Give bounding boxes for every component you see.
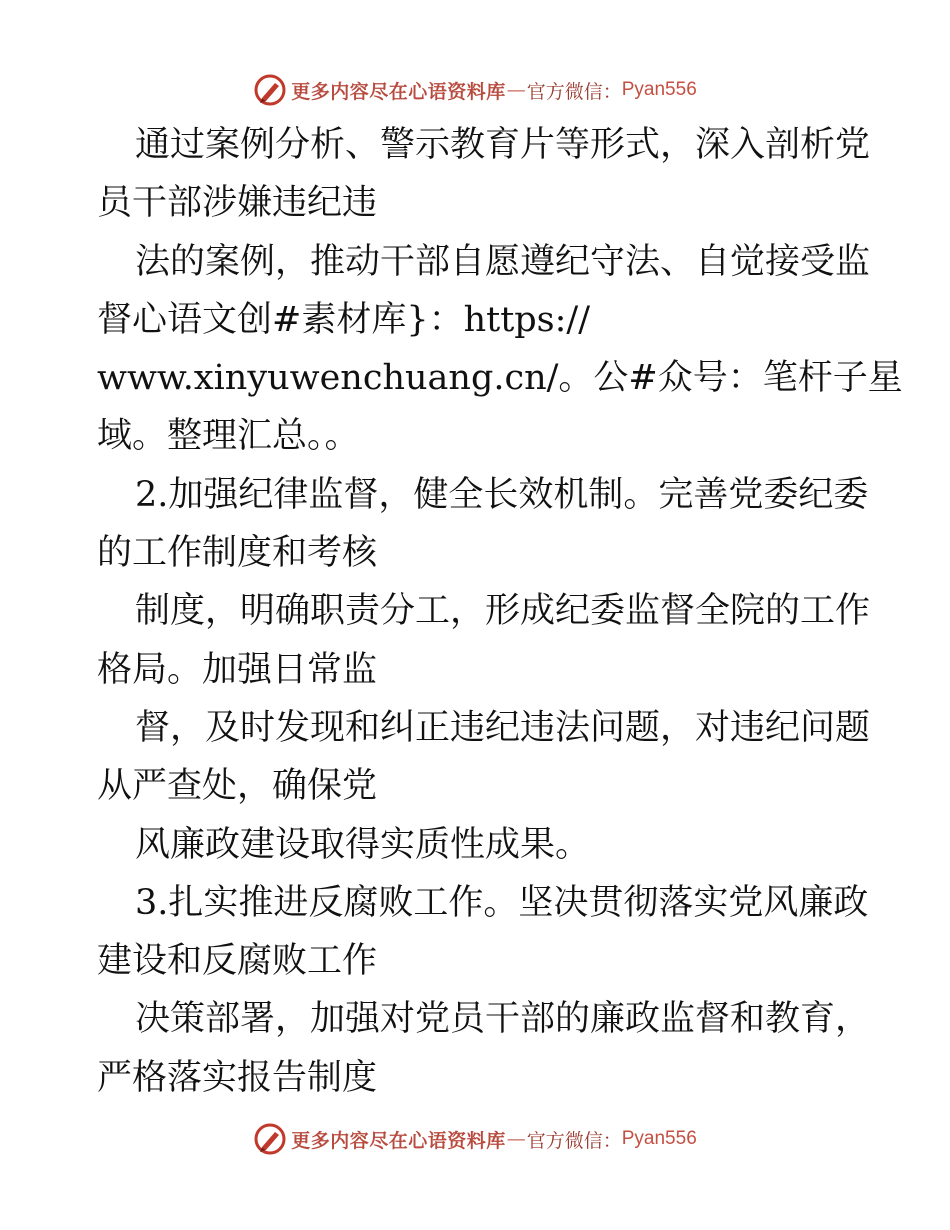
text-line: 的工作制度和考核 [97, 533, 378, 574]
text-line: 督，及时发现和纠正违纪违法问题，对违纪问题 [135, 707, 871, 748]
text-line: 法的案例，推动干部自愿遵纪守法、自觉接受监 [135, 241, 871, 282]
text-line: 员干部涉嫌违纪违 [97, 183, 378, 224]
text-line: 格局。加强日常监 [97, 649, 378, 690]
text-line: 决策部署，加强对党员干部的廉政监督和教育， [135, 999, 871, 1040]
pen-logo-icon [253, 1122, 287, 1156]
header-dash: — [506, 79, 526, 101]
footer-dash: — [506, 1128, 526, 1150]
text-line: 建设和反腐败工作 [97, 941, 378, 982]
header-wechat-id: Pyan556 [621, 79, 697, 100]
footer-banner [0, 1119, 950, 1159]
text-line: 3.扎实推进反腐败工作。坚决贯彻落实党风廉政 [135, 882, 869, 923]
header-site-name: 更多内容尽在心语资料库 [291, 80, 506, 103]
header-wechat-label: 官方微信： [526, 80, 622, 103]
text-line: 风廉政建设取得实质性成果。 [135, 824, 591, 865]
text-line: www.xinyuwenchuang.cn/。公#众号：笔杆子星 [97, 358, 903, 399]
document-body [97, 116, 903, 1107]
text-line: 2.加强纪律监督，健全长效机制。完善党委纪委 [135, 474, 869, 515]
text-line: 严格落实报告制度 [97, 1057, 378, 1098]
footer-wechat-id: Pyan556 [621, 1128, 697, 1149]
text-line: 通过案例分析、警示教育片等形式，深入剖析党 [135, 125, 871, 165]
header-banner [0, 70, 950, 110]
footer-site-name: 更多内容尽在心语资料库 [291, 1129, 506, 1152]
footer-wechat-label: 官方微信： [526, 1129, 622, 1152]
text-line: 从严查处，确保党 [97, 766, 378, 807]
pen-logo-icon [253, 73, 287, 107]
text-line: 督心语文创#素材库}：https:// [97, 299, 591, 340]
text-line: 制度，明确职责分工，形成纪委监督全院的工作 [135, 591, 871, 632]
text-line: 域。整理汇总。。 [97, 416, 360, 457]
